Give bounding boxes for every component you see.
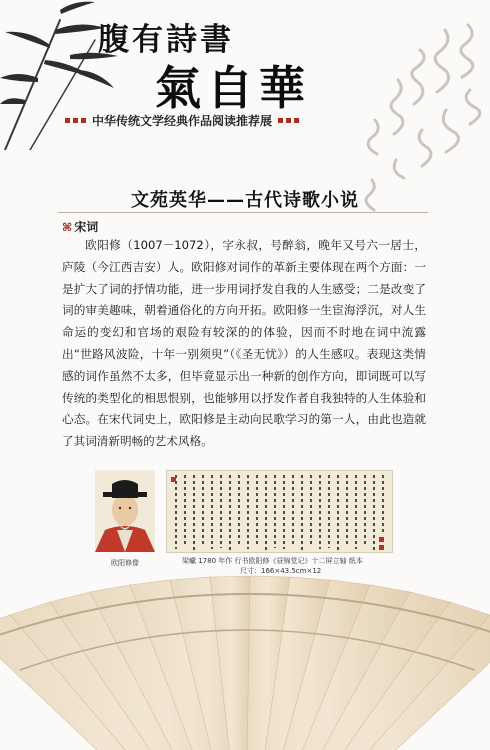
decorative-marks-right (278, 118, 299, 123)
scroll-caption-line-1: 梁巘 1780 年作 行书欧阳修《昼锦堂记》十二屏立轴 纸本 (182, 557, 363, 565)
heading-divider (58, 212, 428, 213)
title-line-2: 氣自華 (155, 61, 311, 115)
dynasty-label (62, 218, 98, 235)
subtitle-row (65, 112, 299, 129)
portrait-caption: 欧阳修像 (111, 559, 139, 567)
title-line-1: 腹有詩書 (98, 22, 234, 58)
decorative-marks-left (65, 118, 86, 123)
calligraphy-scroll-image (166, 470, 393, 553)
portrait-image (95, 470, 155, 552)
ornament-icon: ⌘ (62, 221, 73, 234)
dynasty-label-text: 宋词 (74, 220, 99, 234)
exhibition-subtitle: 中华传统文学经典作品阅读推荐展 (92, 114, 273, 128)
section-heading: 文苑英华——古代诗歌小说 (131, 190, 359, 211)
scroll-caption-line-2: 尺寸：166×43.5cm×12 (240, 567, 322, 575)
bamboo-slip-fan (0, 560, 490, 750)
portrait-drawing (95, 470, 155, 552)
body-paragraph: 欧阳修（1007－1072），字永叔，号醉翁，晚年又号六一居士，庐陵（今江西吉安）人。欧阳修对词作的革新主要体现在两个方面：一是扩大了词的抒情功能，进一步用词抒发自我的人生感受；二是改变了词的审美趣味，朝着通俗化的方向开拓。欧阳修一生宦海浮沉，对人生命运的变幻和官场的艰险有较深的的体验，因而不时地在词中流露出“世路风波险，十年一别须臾”（《圣无忧》）的人生感叹。表现这类情感的词作虽然不太多，但毕竟显示出一种新的创作方向，即词既可以写传统的类型化的相思恨别，也能够用以抒发作者自我独特的人生体验和心态。在宋代词史上，欧阳修是主动向民歌学习的第一人，由此也造就了其词清新明畅的艺术风格。 (62, 238, 426, 449)
